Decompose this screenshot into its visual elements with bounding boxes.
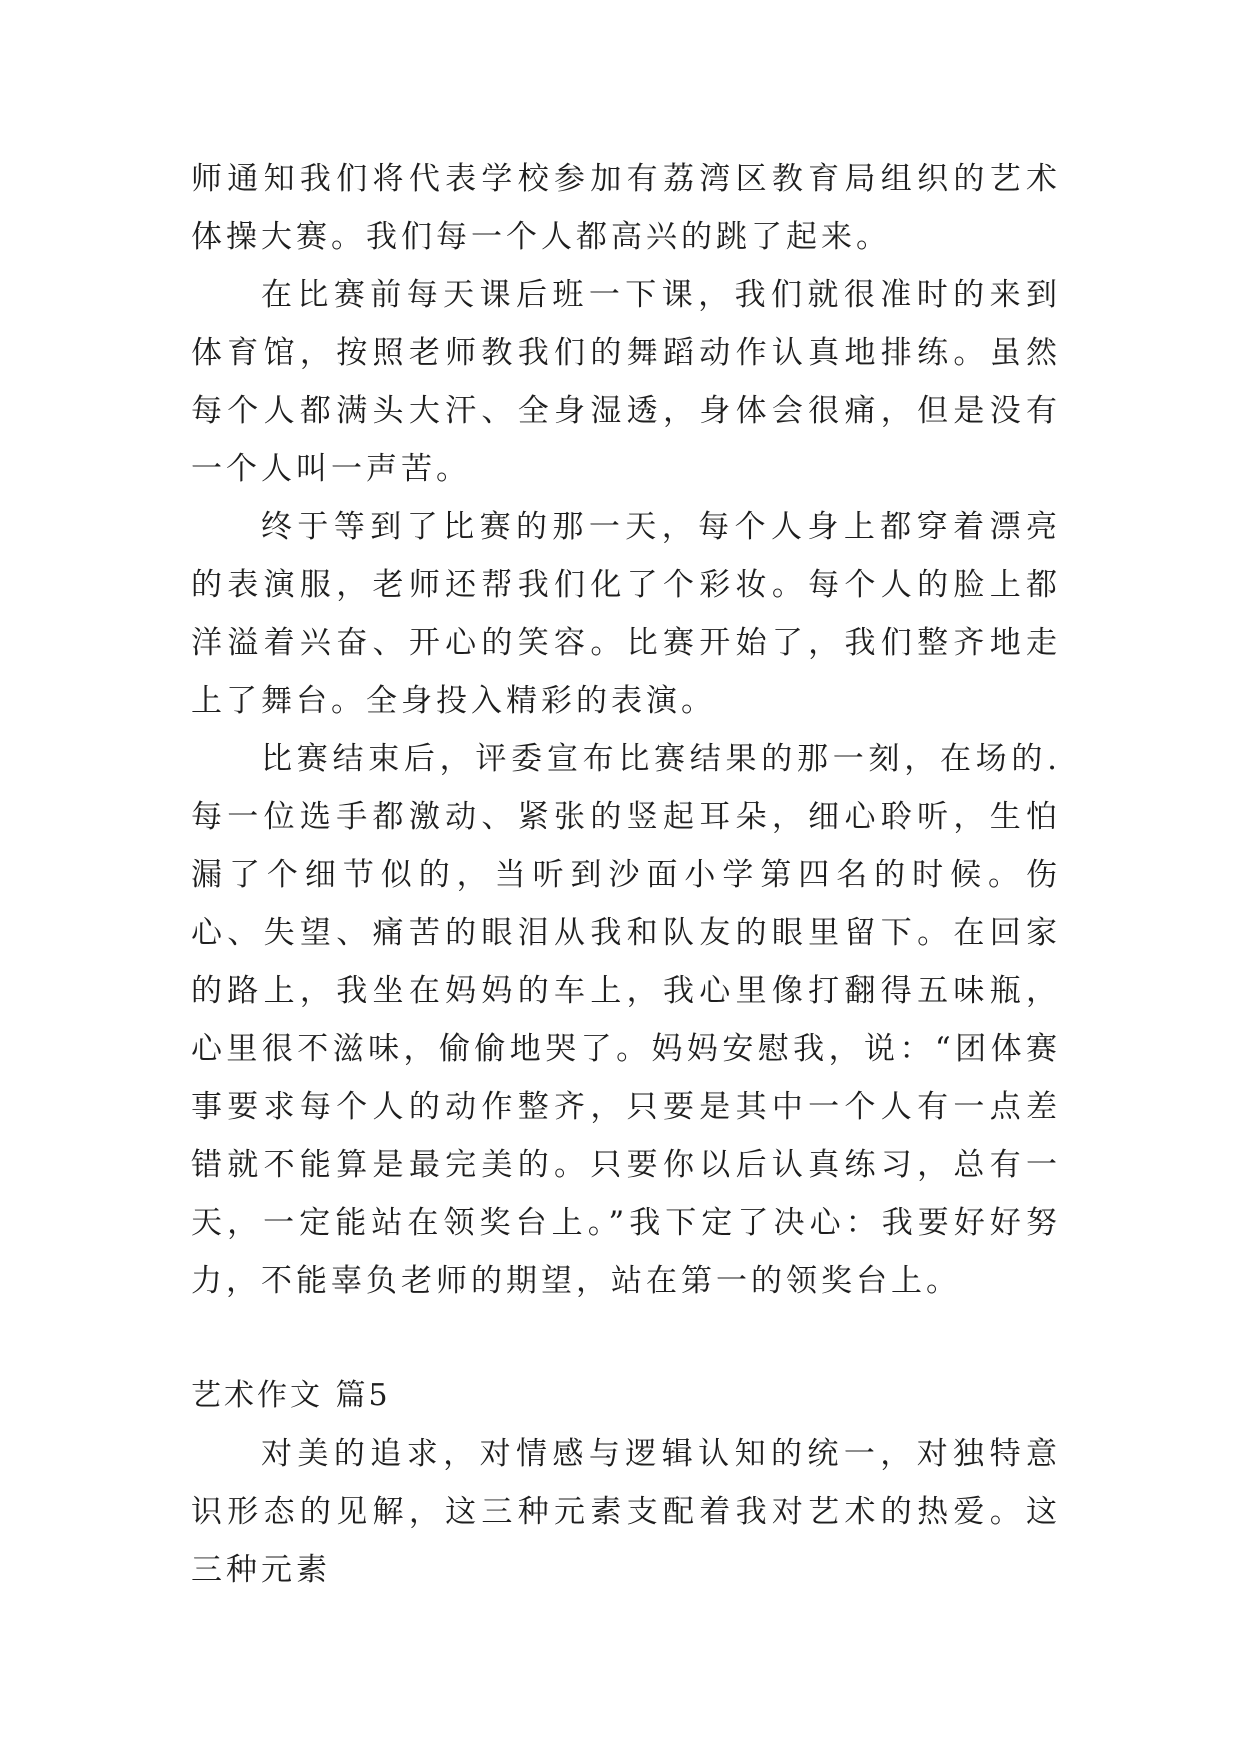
paragraph-2: 在比赛前每天课后班一下课，我们就很准时的来到体育馆，按照老师教我们的舞蹈动作认真地排练。虽然每个人都满头大汗、全身湿透，身体会很痛，但是没有一个人叫一声苦。 bbox=[191, 277, 1061, 487]
paragraph-3: 终于等到了比赛的那一天，每个人身上都穿着漂亮的表演服，老师还帮我们化了个彩妆。每个人的脸上都洋溢着兴奋、开心的笑容。比赛开始了，我们整齐地走上了舞台。全身投入精彩的表演。 bbox=[191, 509, 1061, 719]
document-body bbox=[191, 150, 1061, 1599]
section-title: 艺术作文 篇5 bbox=[191, 1378, 391, 1413]
paragraph-1: 师通知我们将代表学校参加有荔湾区教育局组织的艺术体操大赛。我们每一个人都高兴的跳了起来。 bbox=[191, 161, 1061, 255]
paragraph-5: 对美的追求，对情感与逻辑认知的统一，对独特意识形态的见解，这三种元素支配着我对艺术的热爱。这三种元素 bbox=[191, 1436, 1061, 1588]
paragraph-4: 比赛结束后，评委宣布比赛结果的那一刻，在场的.每一位选手都激动、紧张的竖起耳朵，细心聆听，生怕漏了个细节似的，当听到沙面小学第四名的时候。伤心、失望、痛苦的眼泪从我和队友的眼里留下。在回家的路上，我坐在妈妈的车上，我心里像打翻得五味瓶，心里很不滋味，偷偷地哭了。妈妈安慰我，说：“团体赛事要求每个人的动作整齐，只要是其中一个人有一点差错就不能算是最完美的。只要你以后认真练习，总有一天，一定能站在领奖台上。”我下定了决心：我要好好努力，不能辜负老师的期望，站在第一的领奖台上。 bbox=[191, 741, 1061, 1299]
